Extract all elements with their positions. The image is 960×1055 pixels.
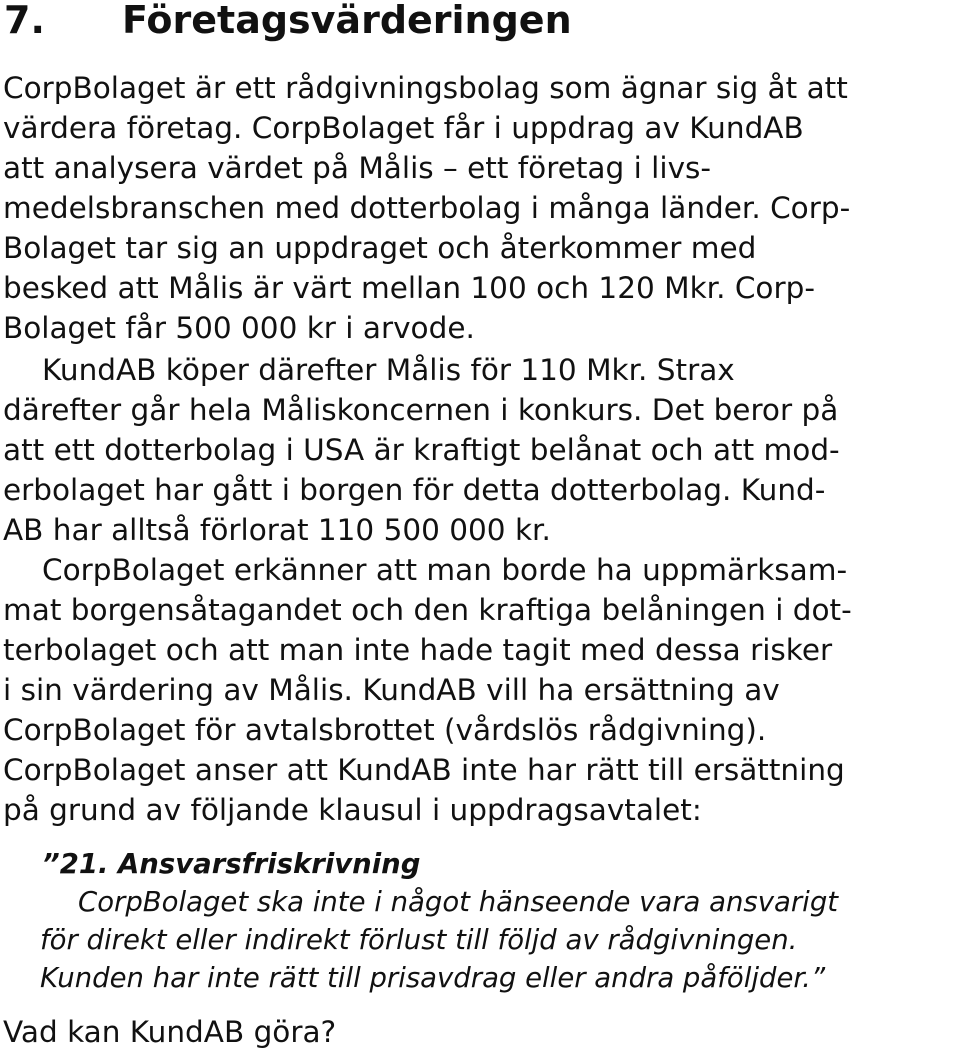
paragraph-3-line: i sin värdering av Målis. KundAB vill ha ersättning av <box>3 673 780 707</box>
paragraph-2-line: därefter går hela Måliskoncernen i konkurs. Det beror på <box>3 393 839 427</box>
clause-line: Kunden har inte rätt till prisavdrag eller andra påföljder.” <box>40 962 826 994</box>
closing-question: Vad kan KundAB göra? <box>3 1015 337 1049</box>
paragraph-1-line: besked att Målis är värt mellan 100 och 120 Mkr. Corp- <box>3 271 815 305</box>
section-title: Företagsvärderingen <box>122 0 572 42</box>
paragraph-1-line: medelsbranschen med dotterbolag i många länder. Corp- <box>3 191 851 225</box>
section-number: 7. <box>4 0 45 42</box>
paragraph-2-line: att ett dotterbolag i USA är kraftigt belånat och att mod- <box>3 433 840 467</box>
paragraph-1-line: Bolaget får 500 000 kr i arvode. <box>3 311 475 345</box>
clause-title: ”21. Ansvarsfriskrivning <box>42 848 421 880</box>
paragraph-1-line: CorpBolaget är ett rådgivningsbolag som ägnar sig åt att <box>3 71 848 105</box>
paragraph-1-line: värdera företag. CorpBolaget får i uppdrag av KundAB <box>3 111 804 145</box>
paragraph-3-line: CorpBolaget för avtalsbrottet (vårdslös rådgivning). <box>3 713 767 747</box>
section-heading <box>4 0 572 40</box>
paragraph-3-line: på grund av följande klausul i uppdragsavtalet: <box>3 793 702 827</box>
clause-line: för direkt eller indirekt förlust till följd av rådgivningen. <box>40 924 798 956</box>
paragraph-1-line: att analysera värdet på Målis – ett företag i livs- <box>3 151 712 185</box>
paragraph-3-line: CorpBolaget erkänner att man borde ha uppmärksam- <box>42 553 848 587</box>
paragraph-2-line: erbolaget har gått i borgen för detta dotterbolag. Kund- <box>3 473 826 507</box>
paragraph-3-line: mat borgensåtagandet och den kraftiga belåningen i dot- <box>3 593 852 627</box>
paragraph-2-line: KundAB köper därefter Målis för 110 Mkr. Strax <box>42 353 735 387</box>
paragraph-3-line: terbolaget och att man inte hade tagit med dessa risker <box>3 633 833 667</box>
paragraph-1-line: Bolaget tar sig an uppdraget och återkommer med <box>3 231 757 265</box>
paragraph-3-line: CorpBolaget anser att KundAB inte har rätt till ersättning <box>3 753 845 787</box>
paragraph-2-line: AB har alltså förlorat 110 500 000 kr. <box>3 513 551 547</box>
clause-line: CorpBolaget ska inte i något hänseende vara ansvarigt <box>78 886 839 918</box>
